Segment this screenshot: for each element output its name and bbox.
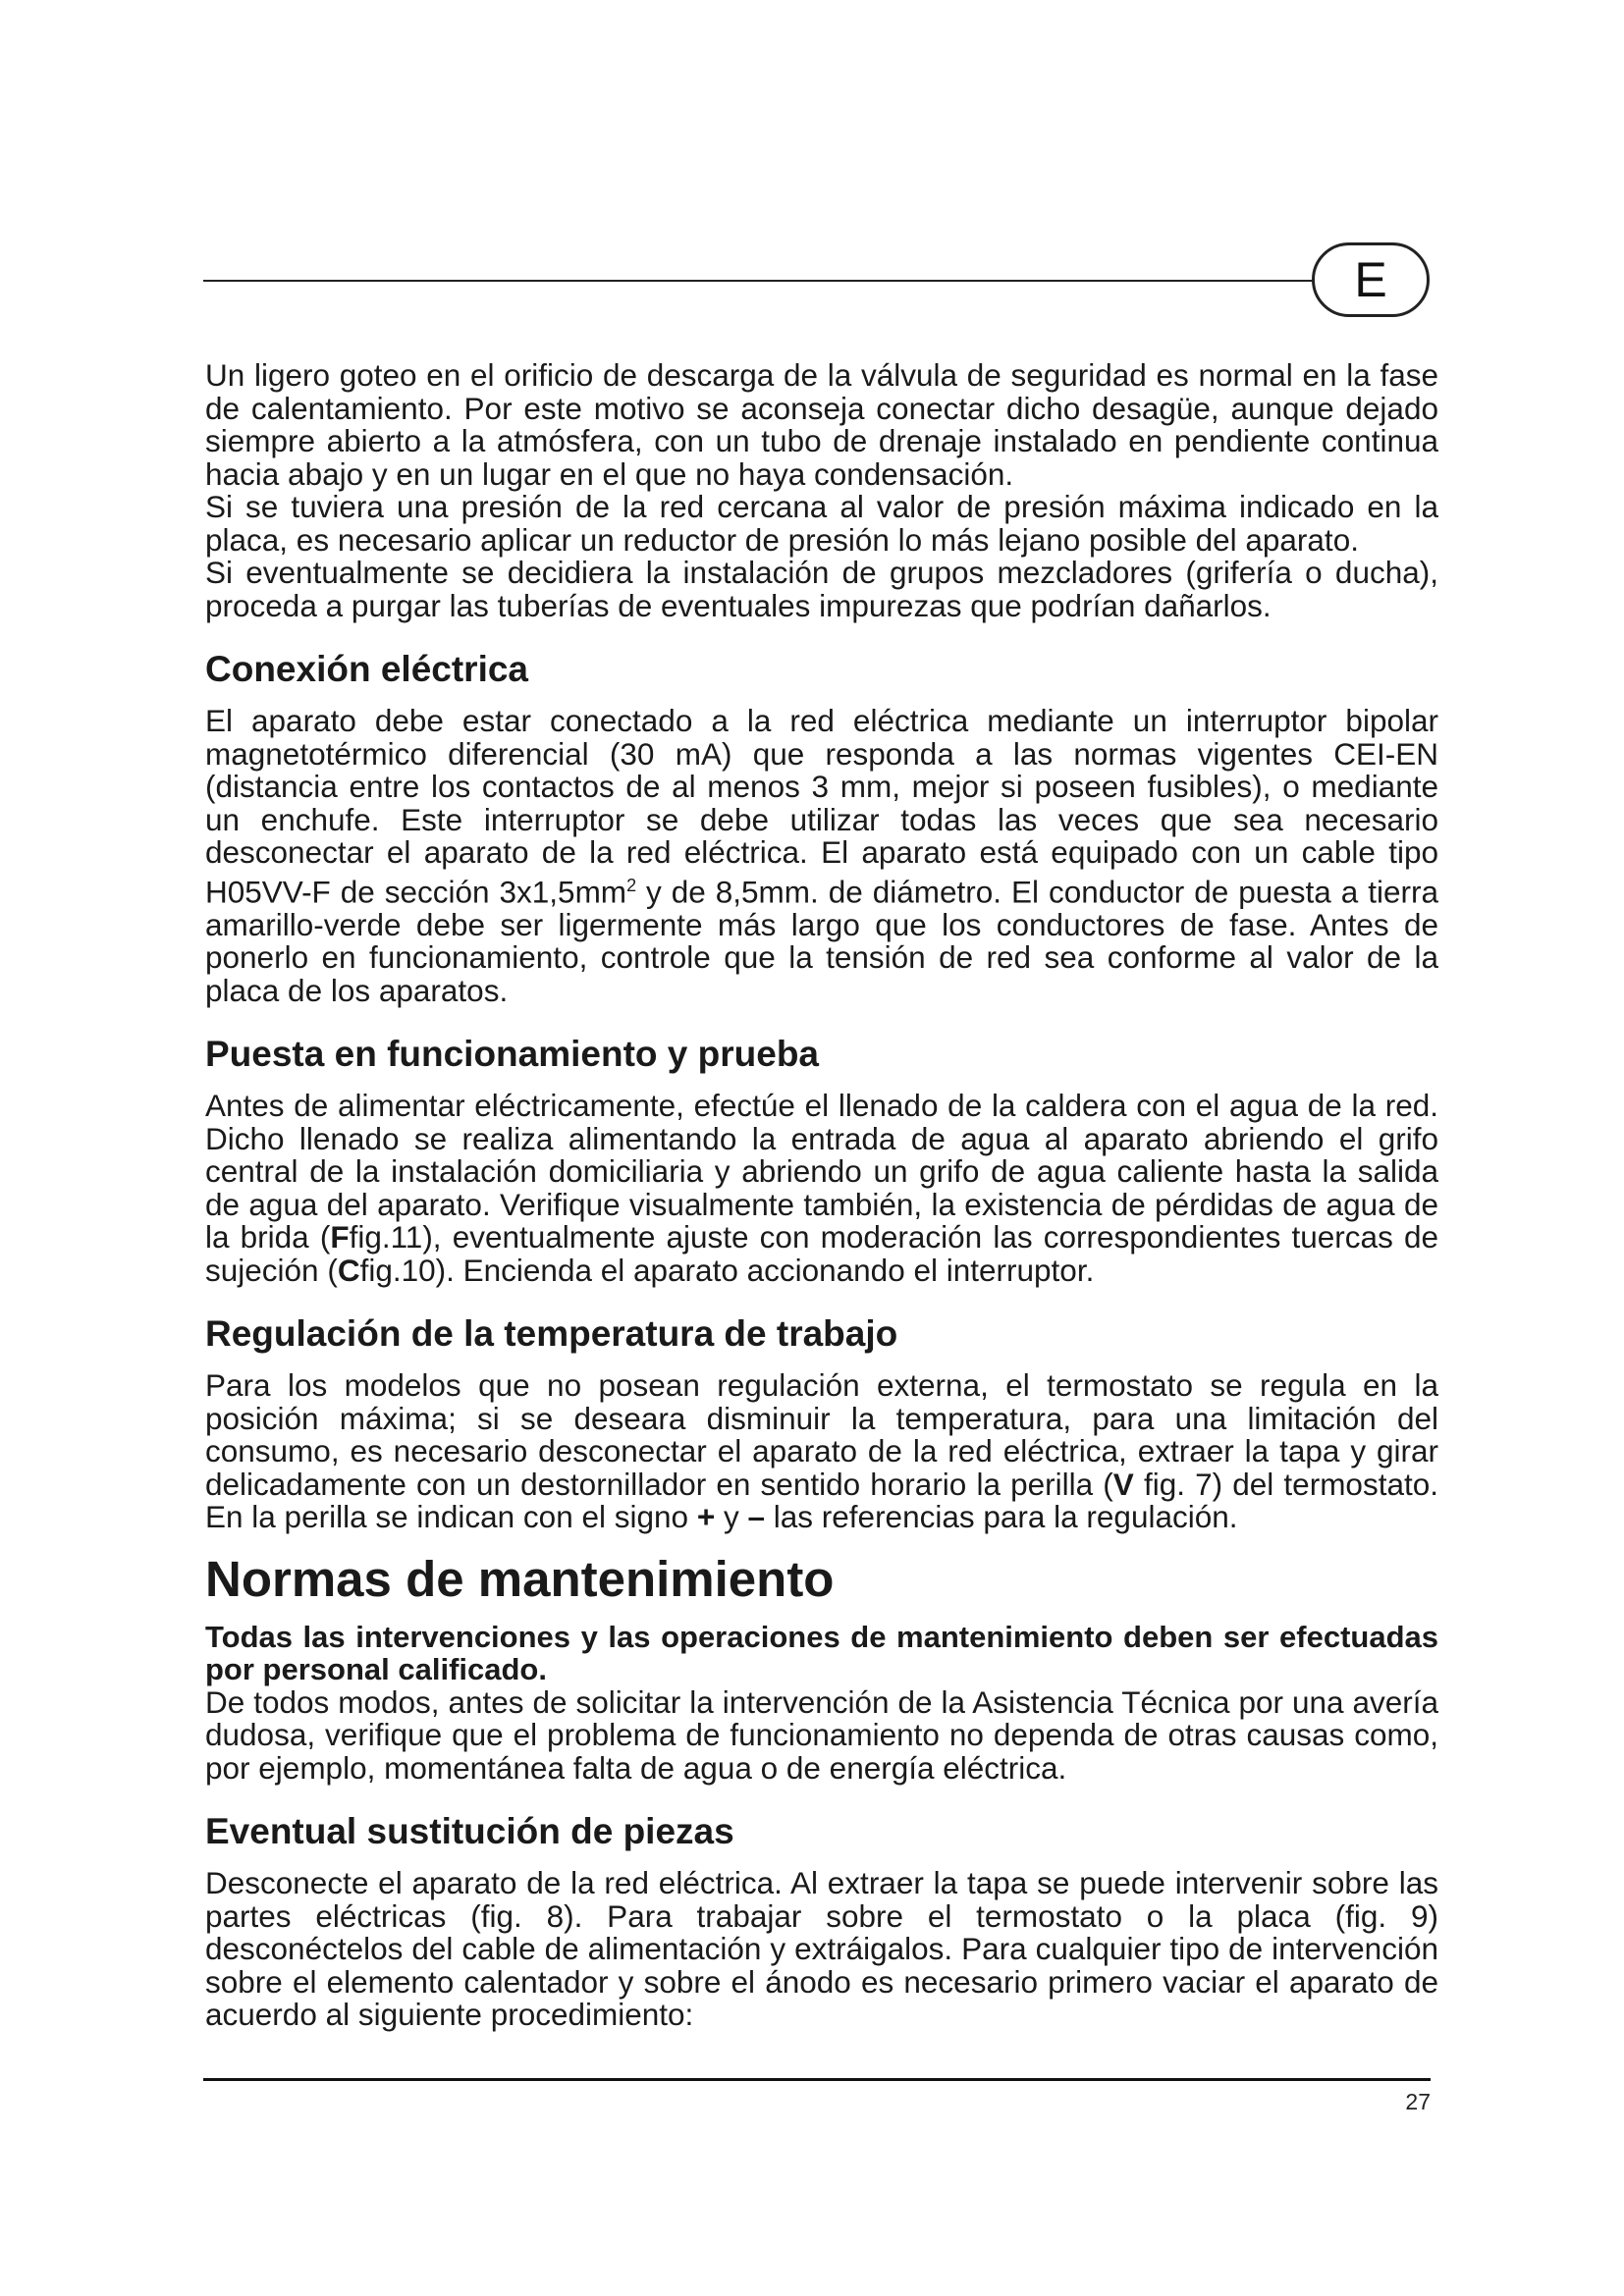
- knob-ref-letter: V: [1112, 1466, 1134, 1502]
- electrical-text-a: El aparato debe estar conectado a la red eléctrica mediante un interruptor bipolar magnetotérmico diferencial (30 mA) que responda a las normas vigentes CEI-EN (distancia entre los contactos de al menos 3 mm, mejor si poseen fusibles), o mediante un enchufe. Este interruptor se debe utilizar todas las veces que sea necesario desconectar el aparato de la red eléctrica. El aparato está equipado con un cable tipo H05VV-F de sección 3x1,5mm: [205, 703, 1438, 909]
- startup-paragraph: [205, 1090, 1438, 1287]
- regulation-paragraph: [205, 1369, 1438, 1534]
- regulation-text-a: Para los modelos que no posean regulación externa, el termostato se regula en la posición máxima; si se deseara disminuir la temperatura, para una limitación del consumo, es necesario desconectar el aparato de la red eléctrica, extraer la tapa y girar delicadamente con un destornillador en sentido horario la perilla (: [205, 1367, 1438, 1502]
- minus-sign: –: [747, 1499, 766, 1534]
- maintenance-section: [205, 1550, 1438, 1786]
- maintenance-heading: Normas de mantenimiento: [205, 1550, 835, 1607]
- nut-ref-letter: C: [337, 1252, 360, 1288]
- intro-section: [205, 359, 1438, 622]
- regulation-heading: Regulación de la temperatura de trabajo: [205, 1313, 898, 1354]
- plus-sign: +: [696, 1499, 716, 1534]
- intro-paragraph-3: Si eventualmente se decidiera la instalación de grupos mezcladores (grifería o ducha), proceda a purgar las tuberías de eventuales impurezas que podrían dañarlos.: [205, 555, 1438, 623]
- replacement-section: [205, 1810, 1438, 2032]
- electrical-section: [205, 648, 1438, 1007]
- intro-paragraph-1: Un ligero goteo en el orificio de descarga de la válvula de seguridad es normal en la fase de calentamiento. Por este motivo se aconseja conectar dicho desagüe, aunque dejado siempre abierto a la atmósfera, con un tubo de drenaje instalado en pendiente continua hacia abajo y en un lugar en el que no haya condensación.: [205, 357, 1438, 492]
- electrical-heading: Conexión eléctrica: [205, 649, 529, 689]
- page-number: 27: [1405, 2089, 1431, 2114]
- regulation-section: [205, 1312, 1438, 1534]
- startup-section: [205, 1033, 1438, 1287]
- replacement-paragraph: Desconecte el aparato de la red eléctrica. Al extraer la tapa se puede intervenir sobre las partes eléctricas (fig. 8). Para trabajar sobre el termostato o la placa (fig. 9) desconéctelos del cable de alimentación y extráigalos. Para cualquier tipo de intervención sobre el elemento calentador y sobre el ánodo es necesario primero vaciar el aparato de acuerdo al siguiente procedimiento:: [205, 1865, 1438, 2032]
- superscript-two: 2: [626, 875, 637, 895]
- regulation-text-e: las referencias para la regulación.: [765, 1499, 1238, 1534]
- regulation-text-d: y: [715, 1499, 748, 1534]
- startup-text-a: Antes de alimentar eléctricamente, efectúe el llenado de la caldera con el agua de la red. Dicho llenado se realiza alimentando la entrada de agua al aparato abriendo el grifo central de la instalación domiciliaria y abriendo un grifo de agua caliente hasta la salida de agua del aparato. Verifique visualmente también, la existencia de pérdidas de agua de la brida (: [205, 1088, 1438, 1255]
- page-content: [205, 359, 1438, 2032]
- electrical-paragraph: [205, 705, 1438, 1007]
- maintenance-lead: Todas las intervenciones y las operaciones de mantenimiento deben ser efectuadas por personal calificado.: [205, 1619, 1438, 1686]
- replacement-heading: Eventual sustitución de piezas: [205, 1811, 734, 1851]
- electrical-text-b: y de 8,5mm. de diámetro. El conductor de puesta a tierra amarillo-verde debe ser ligermente más largo que los conductores de fase. Antes de ponerlo en funcionamiento, controle que la tensión de red sea conforme al valor de la placa de los aparatos.: [205, 874, 1439, 1008]
- flange-ref-letter: F: [330, 1219, 350, 1255]
- startup-text-c: fig.11), eventualmente ajuste con moderación las correspondientes tuercas de sujeción (: [205, 1219, 1438, 1288]
- startup-heading: Puesta en funcionamiento y prueba: [205, 1034, 820, 1074]
- footer-rule: [203, 2078, 1431, 2081]
- header-rule: [203, 280, 1313, 282]
- maintenance-paragraph: De todos modos, antes de solicitar la intervención de la Asistencia Técnica por una avería dudosa, verifique que el problema de funcionamiento no dependa de otras causas como, por ejemplo, momentánea falta de agua o de energía eléctrica.: [205, 1683, 1438, 1786]
- intro-paragraph-2: Si se tuviera una presión de la red cercana al valor de presión máxima indicado en la placa, es necesario aplicar un reductor de presión lo más lejano posible del aparato.: [205, 489, 1438, 558]
- startup-text-d: fig.10). Encienda el aparato accionando el interruptor.: [359, 1252, 1095, 1288]
- language-badge: E: [1312, 242, 1430, 317]
- regulation-text-c: fig. 7) del termostato. En la perilla se indican con el signo: [205, 1466, 1438, 1534]
